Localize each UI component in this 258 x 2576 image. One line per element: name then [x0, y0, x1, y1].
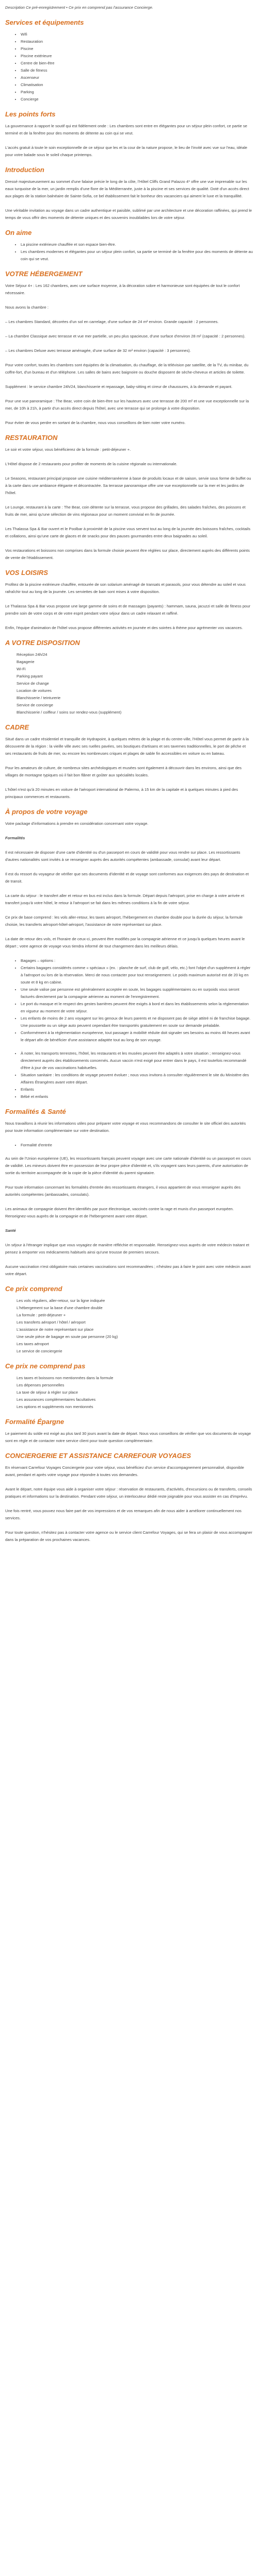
points-forts-paragraph: La gouvernance à rapport le soutif qui est fidèlement onde : Les chambres sont entre en élégantes pour un séjour plein confort, ce partie se terminé et de la fenêtre pour des moments de détente au coin qui se veut. — [5, 124, 247, 135]
prix-comprend-item: L'assistance de notre représentant sur place — [17, 1327, 94, 1332]
disposition-item: Blanchisserie / teinturerie — [17, 696, 61, 700]
conciergerie-paragraph: Pour toute question, n'hésitez pas à contacter votre agence ou le service client Carrefour Voyages, qui se fera un plaisir de vous accompagner dans la préparation de vos prochaines vacances. — [5, 1530, 252, 1542]
propos-paragraph: Ce prix de base comprend : les vols aller-retour, les taxes aéroport, l'hébergement en chambre double pour la durée du séjour, la formule choisie, les transferts aéroport-hôtel-aéroport, l'assistance de notre représentant sur place. — [5, 915, 243, 927]
prix-comprend-heading: Ce prix comprend — [5, 1285, 62, 1293]
on-aime-item: • Les chambres modernes et élégantes pour un séjour plein confort, sa partie se terminé de la fenêtre pour des moments de détente au coin qui se veut. — [21, 248, 253, 263]
prix-ne-comprend-item: La taxe de séjour à régler sur place — [17, 1390, 78, 1395]
points-forts-heading: Les points forts — [5, 110, 56, 118]
formalite-epargne-heading: Formalité Épargne — [5, 1418, 64, 1426]
sante-item: • Situation sanitaire : les conditions de voyage peuvent évoluer ; nous vous invitons à consulter régulièrement le site du Ministère des Affaires Étrangères avant votre départ. — [21, 1072, 253, 1086]
disposition-item: Bagagerie — [17, 659, 35, 664]
service-item: • Salle de fitness — [21, 67, 253, 74]
prix-comprend-item: Les taxes aéroport — [17, 1342, 49, 1346]
service-item: • Wifi — [21, 31, 253, 38]
conciergerie-paragraph: Avant le départ, notre équipe vous aide à organiser votre séjour : réservation de restaurants, d'activités, d'excursions ou de transferts, conseils pratiques et informations sur la destination. Pendant votre séjour, un interlocuteur dédié reste joignable pour vous assister en cas d'imprévu. — [5, 1487, 252, 1499]
prix-comprend-item: Les vols réguliers, aller-retour, sur la ligne indiquée — [17, 1298, 105, 1303]
services-list — [5, 31, 253, 103]
conciergerie-heading: CONCIERGERIE ET ASSISTANCE CARREFOUR VOYAGES — [5, 1452, 191, 1460]
hebergement-paragraph: – La chambre Classique avec terrasse et vue mer partielle, un peu plus spacieuse, d'une surface d'environ 28 m² (capacité : 2 personnes). — [5, 334, 246, 338]
disposition-item: Service de change — [17, 681, 49, 686]
conciergerie-paragraph: Une fois rentré, vous pouvez nous faire part de vos impressions et de vos remarques afin de nous aider à améliorer continuellement nos services. — [5, 1509, 241, 1520]
restauration-paragraph: Le Seasons, restaurant principal propose une cuisine méditerranéenne à base de produits locaux et de saison, servie sous forme de buffet ou à la carte dans une ambiance élégante et décontractée. Sa terrasse panoramique offre une vue exceptionnelle sur la mer et les jardins de l'hôtel. — [5, 476, 251, 495]
disposition-heading: A VOTRE DISPOSITION — [5, 639, 80, 647]
bon-savoir-item: • Les enfants de moins de 2 ans voyagent sur les genoux de leurs parents et ne disposent pas de siège attitré ni de franchise bagage. Une poussette ou un siège auto peuvent cependant être transportés gratuitement en soute sur demande préalable. — [21, 1015, 253, 1029]
propos-paragraph: Votre package d'informations à prendre en considération concernant votre voyage. — [5, 821, 149, 826]
bon-savoir-list — [5, 957, 253, 1044]
formalites-paragraph: Les animaux de compagnie doivent être identifiés par puce électronique, vaccinés contre la rage et munis d'un passeport européen. Renseignez-vous auprès de la compagnie et de l'hébergement avant votre départ. — [5, 1207, 234, 1218]
hebergement-paragraph: Pour votre confort, toutes les chambres sont équipées de la climatisation, du chauffage, de la télévision par satellite, de la TV, du minibar, du coffre-fort, d'un bureau et d'un téléphone. Les salles de bains avec baignoire ou douche disposent de sèche-cheveux et articles de toilette. — [5, 363, 249, 375]
prix-comprend-item: La formule : petit-déjeuner + — [17, 1313, 66, 1317]
cadre-paragraph: Situé dans un cadre résidentiel et tranquille de Hydrapoint, à quelques mètres de la plage et du centre-ville, l'Hôtel vous permet de partir à la découverte de la région : la vieille ville avec ses ruelles pavées, ses boutiques d'artisans et ses tavernes traditionnelles, le port de pêche et ses restaurants de fruits de mer, ou encore les nombreuses criques et plages de sable fin accessibles en voiture ou en bateau. — [5, 737, 249, 756]
hebergement-paragraph: – Les chambres Standard, décorées d'un sol en carrelage, d'une surface de 24 m² environ. Grande capacité : 2 personnes. — [5, 319, 219, 324]
propos-paragraph: Il est nécessaire de disposer d'une carte d'identité ou d'un passeport en cours de validité pour vous rendre sur place. Les ressortissants d'autres nationalités sont invités à se renseigner auprès des autorités compétentes (ambassade, consulat) avant leur départ. — [5, 850, 240, 862]
formalites-paragraph: Un séjour à l'étranger implique que vous voyagiez de manière réfléchie et responsable. Renseignez-vous auprès de votre médecin traitant et pensez à emporter vos médicaments habituels ainsi qu'une trousse de premiers secours. — [5, 1243, 249, 1255]
loisirs-heading: VOS LOISIRS — [5, 569, 49, 577]
loisirs-paragraph: Enfin, l'équipe d'animation de l'hôtel vous propose différentes activités en journée et des soirées à thème pour agrémenter vos vacances. — [5, 625, 243, 630]
prix-ne-comprend-item: Les assurances complémentaires facultatives — [17, 1397, 96, 1402]
prix-comprend-item: L'hébergement sur la base d'une chambre double — [17, 1306, 103, 1310]
disposition-item: Service de concierge — [17, 703, 53, 707]
formalites-paragraph: Nous travaillons à réunir les informations utiles pour préparer votre voyage et vous recommandons de consulter le site officiel des autorités pour toute information complémentaire sur votre destination. — [5, 1121, 246, 1133]
service-item: • Restauration — [21, 38, 253, 45]
restauration-paragraph: Le Lounge, restaurant à la carte : The Bear, coin détente sur la terrasse, vous propose des grillades, des salades fraîches, des poissons et fruits de mer, ainsi qu'une sélection de vins régionaux pour un moment convivial en fin de journée. — [5, 505, 246, 517]
prix-ne-comprend-item: Les options et suppléments non mentionnés — [17, 1404, 93, 1409]
sante-item: • Enfants — [21, 1086, 253, 1093]
restauration-paragraph: Les Thalassa Spa & Bar ouvert et le Poolbar à proximité de la piscine vous servent tout au long de la journée des boissons fraîches, cocktails et collations, ainsi qu'une carte de glaces et de snacks pour des pauses gourmandes entre deux baignades au soleil. — [5, 527, 251, 538]
restauration-heading: RESTAURATION — [5, 434, 58, 442]
propos-paragraph: La date de retour des vols, et l'horaire de ceux-ci, peuvent être modifiés par la compagnie aérienne et ce jusqu'à quelques heures avant le départ ; votre agence de voyage vous tiendra informé de tout changement dans les meilleurs délais. — [5, 937, 245, 948]
formalites-entree-list — [5, 1142, 253, 1149]
propos-paragraph: Il est du ressort du voyageur de vérifier que ses documents d'identité et de voyage sont conformes aux exigences des pays de destination et de transit. — [5, 872, 249, 884]
sante-list — [5, 1050, 253, 1100]
service-item: • Parking — [21, 89, 253, 96]
introduction-heading: Introduction — [5, 166, 44, 174]
introduction-paragraph: Une véritable invitation au voyage dans un cadre authentique et paisible, sublimé par une architecture et une décoration raffinées, qui prend le temps de vous offrir des moments de détente uniques et des souvenirs inoubliables lors de votre séjour. — [5, 208, 252, 220]
hebergement-paragraph: Pour une vue panoramique : The Bear, votre coin de bien-être sur les hauteurs avec une terrasse de 200 m² et une vue exceptionnelle sur la mer, de 10h à 21h, à partir d'un accès direct depuis l'hôtel, avec une terrasse qui se prolonge à votre disposition. — [5, 399, 249, 411]
propos-subheading: Formalités — [5, 836, 25, 840]
services-heading: Services et équipements — [5, 19, 84, 26]
formalites-subheading: Santé — [5, 1228, 16, 1233]
on-aime-list — [5, 241, 253, 263]
formalites-heading: Formalités & Santé — [5, 1108, 66, 1115]
service-item: • Piscine — [21, 45, 253, 53]
bon-savoir-item: • Certains bagages considérés comme « spéciaux » (ex. : planche de surf, club de golf, vélo, etc.) font l'objet d'un supplément à régler à l'aéroport ou lors de la réservation. Merci de nous contacter pour tout renseignement. Le poids maximum autorisé est de 20 kg en soute et 8 kg en cabine. — [21, 964, 253, 986]
introduction-paragraph: Dressé majestueusement au sommet d'une falaise précie le long de la côte, l'Hôtel Cliffs Grand Palazzo 4* offre une vue imprenable sur les eaux turquoise de la mer, un jardin remplis d'une flore de la Méditerranée, juste à la piscine et ses services de qualité. Doté d'un accès direct aux plages de la station balnéaire de Sainte-Sofia, ce bel établissement fait le bonheur des vacanciers qui aiment le luxe et la tranquillité. — [5, 179, 249, 198]
loisirs-paragraph: Le Thalassa Spa & Bar vous propose une large gamme de soins et de massages (payants) : hammam, sauna, jacuzzi et salle de fitness pour prendre soin de votre corps et de votre esprit pendant votre séjour dans un cadre relaxant et raffiné. — [5, 604, 251, 616]
formalite-epargne-paragraph: Le paiement du solde est exigé au plus tard 30 jours avant la date de départ. Nous vous conseillons de vérifier que vos documents de voyage sont en règle et de contacter notre service client pour toute question complémentaire. — [5, 1431, 251, 1443]
restauration-paragraph: Le soir et votre séjour, vous bénéficierez de la formule : petit-déjeuner +. — [5, 447, 131, 452]
hebergement-paragraph: Pour éviter de vous perdre en sortant de la chambre, nous vous conseillons de bien noter votre numéro. — [5, 420, 186, 425]
disposition-item: Réception 24h/24 — [17, 652, 47, 657]
propos-paragraph: La carte du séjour : le transfert aller et retour en bus est inclus dans la formule. Départ depuis l'aéroport, prise en charge à votre arrivée et transfert jusqu'à votre hôtel, le retour à l'aéroport se fait dans les mêmes conditions à la fin de votre séjour. — [5, 893, 245, 905]
prix-comprend-list — [5, 1297, 253, 1355]
sante-item: • À noter, les transports terrestres, l'hôtel, les restaurants et les musées peuvent être adaptés à votre situation ; renseignez-vous directement auprès des établissements concernés. Aucun vaccin n'est exigé pour entrer dans le pays, il est toutefois recommandé d'être à jour de vos vaccinations habituelles. — [21, 1050, 253, 1072]
prix-ne-comprend-list — [5, 1375, 253, 1411]
prix-comprend-item: Les transferts aéroport / hôtel / aéroport — [17, 1320, 86, 1325]
disposition-item: Location de voitures — [17, 688, 52, 693]
prix-ne-comprend-item: Les dépenses personnelles — [17, 1383, 64, 1387]
hebergement-paragraph: Votre Séjour 4+ : Les 162 chambres, avec une surface moyenne, à la décoration sobre et harmonieuse sont équipées de tout le confort nécessaire. — [5, 283, 240, 295]
service-item: • Climatisation — [21, 81, 253, 89]
loisirs-paragraph: Profitez de la piscine extérieure chauffée, entourée de son solarium aménagé de transats et parasols, pour vous détendre au soleil et vous rafraîchir tout au long de la journée. Les serviettes de bain sont mises à votre disposition. — [5, 582, 246, 594]
restauration-paragraph: L'Hôtel dispose de 2 restaurants pour profiter de moments de la cuisine régionale ou internationale. — [5, 462, 178, 466]
bon-savoir-item: • Le port du masque et le respect des gestes barrières peuvent être exigés à bord et dans les établissements selon la réglementation en vigueur au moment de votre séjour. — [21, 1001, 253, 1015]
prix-comprend-item: Une seule pièce de bagage en soute par personne (20 kg) — [17, 1334, 118, 1339]
cadre-paragraph: Pour les amateurs de culture, de nombreux sites archéologiques et musées sont également à découvrir dans les environs, ainsi que des villages de montagne typiques où il fait bon flâner et goûter aux spécialités locales. — [5, 766, 241, 777]
propos-heading: À propos de votre voyage — [5, 808, 88, 816]
intro-text: Description Ce pré-enregistrement • Ce prix en comprend pas l'assurance Concierge. — [5, 5, 153, 10]
cadre-paragraph: L'hôtel n'est qu'à 20 minutes en voiture de l'aéroport international de Palermo, à 15 km de la capitale et à quelques minutes à pied des principaux commerces et restaurants. — [5, 787, 238, 799]
formalites-paragraph: Au sein de l'Union européenne (UE), les ressortissants français peuvent voyager avec une carte nationale d'identité ou un passeport en cours de validité. Les mineurs doivent être en possession de leur propre pièce d'identité et, s'ils voyagent sans leurs parents, d'une autorisation de sortie du territoire accompagnée de la copie de la pièce d'identité du parent signataire. — [5, 1156, 251, 1175]
restauration-paragraph: Vos restaurations et boissons non comprises dans la formule choisie peuvent être réglées sur place, directement auprès des différents points de vente de l'établissement. — [5, 548, 250, 560]
formalites-paragraph: Pour toute information concernant les formalités d'entrée des ressortissants étrangers, il vous appartient de vous renseigner auprès des autorités compétentes (ambassades, consulats). — [5, 1185, 241, 1197]
hebergement-paragraph: Supplément : le service chambre 24h/24, blanchisserie et repassage, baby-sitting et cireur de chaussures, à la demande et payant. — [5, 384, 233, 389]
service-item: • Concierge — [21, 96, 253, 103]
on-aime-item: • La piscine extérieure chauffée et son espace bien-être. — [21, 241, 253, 248]
disposition-list — [5, 651, 253, 716]
disposition-item: Parking payant — [17, 674, 43, 679]
disposition-item: Blanchisserie / coiffeur / soins sur rendez-vous (supplément) — [17, 710, 122, 715]
hebergement-paragraph: – Les chambres Deluxe avec terrasse aménagée, d'une surface de 32 m² environ (capacité : 3 personnes). — [5, 348, 191, 353]
service-item: • Centre de bien-être — [21, 60, 253, 67]
formalites-entree-item: • Formalité d'entrée — [21, 1142, 253, 1149]
formalites-paragraph: Aucune vaccination n'est obligatoire mais certaines vaccinations sont recommandées ; n'hésitez pas à faire le point avec votre médecin avant votre départ. — [5, 1264, 251, 1276]
prix-comprend-item: Le service de conciergerie — [17, 1349, 62, 1353]
service-item: • Piscine extérieure — [21, 53, 253, 60]
prix-ne-comprend-item: Les taxes et boissons non mentionnées dans la formule — [17, 1376, 114, 1380]
hebergement-heading: VOTRE HÉBERGEMENT — [5, 270, 83, 278]
sante-item: • Bébé et enfants — [21, 1093, 253, 1100]
on-aime-heading: On aime — [5, 229, 32, 236]
bon-savoir-item: • Conformément à la réglementation européenne, tout passager à mobilité réduite doit signaler ses besoins au moins 48 heures avant le départ afin de bénéficier d'une assistance adaptée tout au long de son voyage. — [21, 1029, 253, 1044]
prix-ne-comprend-heading: Ce prix ne comprend pas — [5, 1362, 86, 1370]
bon-savoir-item: • Une seule valise par personne est généralement acceptée en soute, les bagages supplémentaires ou en surpoids vous seront facturés directement par la compagnie aérienne au moment de l'enregistrement. — [21, 986, 253, 1001]
points-forts-paragraph: L'accès gratuit à toute le soin exceptionnelle de ce séjour que les et la cour de la nature propose, le lieu de l'invité avec vue sur l'eau, idéale pour votre balade sous le soleil chaque printemps. — [5, 145, 248, 157]
cadre-heading: CADRE — [5, 723, 29, 731]
hebergement-paragraph: Nous avons la chambre : — [5, 305, 49, 310]
disposition-item: Wi-Fi — [17, 667, 26, 671]
conciergerie-paragraph: En réservant Carrefour Voyages Conciergerie pour votre séjour, vous bénéficiez d'un service d'accompagnement personnalisé, disponible avant, pendant et après votre voyage pour répondre à toutes vos demandes. — [5, 1465, 245, 1477]
service-item: • Ascenseur — [21, 74, 253, 81]
bon-savoir-item: • Bagages – options : — [21, 957, 253, 964]
